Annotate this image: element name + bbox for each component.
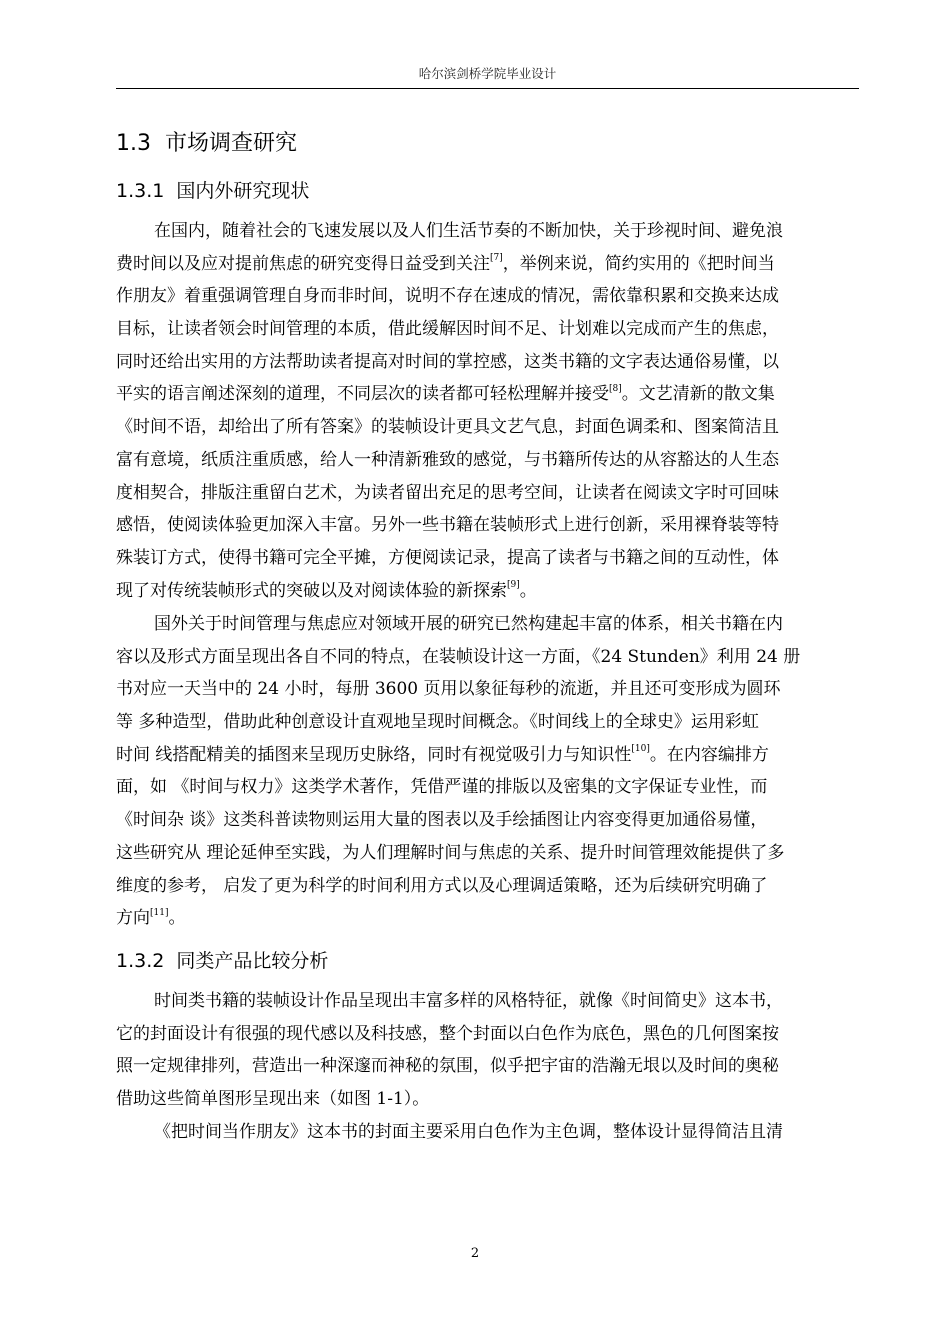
paragraph-line <box>116 837 861 870</box>
line-text: 它的封面设计有很强的现代感以及科技感，整个封面以白色作为底色，黑色的几何图案按 <box>116 1023 779 1044</box>
line-text: 书对应一天当中的 24 小时，每册 3600 页用以象征每秒的流逝，并且还可变形成为圆环 <box>116 679 781 700</box>
header-divider <box>116 88 859 89</box>
paragraph-line <box>116 575 861 608</box>
citation-reference: [8] <box>609 383 622 394</box>
paragraph-line <box>116 985 861 1018</box>
citation-reference: [10] <box>631 744 650 755</box>
paragraph-line <box>116 477 861 510</box>
paragraph-book-cover <box>116 1116 861 1149</box>
line-text: 维度的参考， 启发了更为科学的时间利用方式以及心理调适策略，还为后续研究明确了 <box>116 875 768 896</box>
paragraph-line <box>116 641 861 674</box>
line-text: 作朋友》着重强调管理自身而非时间，说明不存在速成的情况，需依靠积累和交换来达成 <box>116 286 779 307</box>
line-text: 容以及形式方面呈现出各自不同的特点，在装帧设计这一方面，《24 Stunden》利用 24 册 <box>116 646 801 667</box>
citation-reference: [11] <box>150 907 169 918</box>
line-text: 费时间以及应对提前焦虑的研究变得日益受到关注 <box>116 253 490 274</box>
paragraph-line <box>116 280 861 313</box>
paragraph-line <box>116 673 861 706</box>
line-text: 时间类书籍的装帧设计作品呈现出丰富多样的风格特征，就像《时间简史》这本书， <box>154 991 783 1011</box>
line-text-continued: 。文艺清新的散文集 <box>621 384 775 405</box>
subsection-heading-1: 1.3.1 国内外研究现状 <box>116 180 310 202</box>
paragraph-line <box>116 509 861 542</box>
paragraph-line <box>116 1018 861 1051</box>
line-text: 感悟，使阅读体验更加深入丰富。另外一些书籍在装帧形式上进行创新，采用裸脊装等特 <box>116 515 779 536</box>
citation-reference: [7] <box>490 253 503 264</box>
line-text: 方向 <box>116 908 150 929</box>
line-text: 《把时间当作朋友》这本书的封面主要采用白色作为主色调，整体设计显得简洁且清 <box>154 1122 783 1142</box>
paragraph-line <box>116 1050 861 1083</box>
paragraph-line <box>116 706 861 739</box>
paragraph-domestic-research <box>116 215 861 607</box>
paragraph-line <box>116 248 861 281</box>
line-text: 目标，让读者领会时间管理的本质，借此缓解因时间不足、计划难以完成而产生的焦虑， <box>116 319 779 340</box>
line-text: 国外关于时间管理与焦虑应对领域开展的研究已然构建起丰富的体系，相关书籍在内 <box>154 614 783 634</box>
paragraph-line <box>116 378 861 411</box>
paragraph-line <box>116 542 861 575</box>
line-text: 度相契合，排版注重留白艺术，为读者留出充足的思考空间，让读者在阅读文字时可回味 <box>116 482 779 503</box>
paragraph-line <box>116 313 861 346</box>
line-text: 借助这些简单图形呈现出来（如图 1-1）。 <box>116 1089 430 1110</box>
line-text: 《时间不语，却给出了所有答案》的装帧设计更具文艺气息，封面色调柔和、图案简洁且 <box>116 417 779 438</box>
line-text: 现了对传统装帧形式的突破以及对阅读体验的新探索 <box>116 580 507 601</box>
line-text-continued: 。 <box>168 908 186 929</box>
paragraph-line <box>116 804 861 837</box>
line-text: 富有意境，纸质注重质感，给人一种清新雅致的感觉，与书籍所传达的从容豁达的人生态 <box>116 449 779 470</box>
paragraph-line <box>116 411 861 444</box>
line-text: 平实的语言阐述深刻的道理，不同层次的读者都可轻松理解并接受 <box>116 384 609 405</box>
paragraph-line <box>116 1083 861 1116</box>
paragraph-line <box>116 215 861 248</box>
line-text: 等 多种造型，借助此种创意设计直观地呈现时间概念。《时间线上的全球史》运用彩虹 <box>116 712 759 733</box>
line-text: 时间 线搭配精美的插图来呈现历史脉络，同时有视觉吸引力与知识性 <box>116 744 632 765</box>
line-text: 这些研究从 理论延伸至实践，为人们理解时间与焦虑的关系、提升时间管理效能提供了多 <box>116 842 785 863</box>
paragraph-foreign-research <box>116 608 861 935</box>
line-text-continued: ，举例来说，简约实用的《把时间当 <box>502 253 775 274</box>
paragraph-line <box>116 870 861 903</box>
paragraph-line <box>116 1116 861 1149</box>
paragraph-line <box>116 771 861 804</box>
running-header: 哈尔滨剑桥学院毕业设计 <box>418 66 557 81</box>
paragraph-line <box>116 902 861 935</box>
line-text: 在国内，随着社会的飞速发展以及人们生活节奏的不断加快，关于珍视时间、避免浪 <box>154 221 783 241</box>
line-text: 面，如 《时间与权力》这类学术著作，凭借严谨的排版以及密集的文字保证专业性，而 <box>116 777 768 798</box>
citation-reference: [9] <box>507 579 520 590</box>
paragraph-line <box>116 346 861 379</box>
line-text-continued: 。 <box>519 580 537 601</box>
section-heading: 1.3 市场调查研究 <box>116 131 297 156</box>
paragraph-line <box>116 739 861 772</box>
subsection-heading-2: 1.3.2 同类产品比较分析 <box>116 950 329 972</box>
line-text: 殊装订方式，使得书籍可完全平摊，方便阅读记录，提高了读者与书籍之间的互动性，体 <box>116 547 779 568</box>
page-number: 2 <box>470 1246 480 1261</box>
line-text-continued: 。在内容编排方 <box>649 744 769 765</box>
line-text: 同时还给出实用的方法帮助读者提高对时间的掌控感，这类书籍的文字表达通俗易懂，以 <box>116 351 779 372</box>
line-text: 《时间杂 谈》这类科普读物则运用大量的图表以及手绘插图让内容变得更加通俗易懂， <box>116 810 768 831</box>
paragraph-product-comparison <box>116 985 861 1116</box>
line-text: 照一定规律排列，营造出一种深邃而神秘的氛围，似乎把宇宙的浩瀚无垠以及时间的奥秘 <box>116 1056 779 1077</box>
paragraph-line <box>116 444 861 477</box>
paragraph-line <box>116 608 861 641</box>
